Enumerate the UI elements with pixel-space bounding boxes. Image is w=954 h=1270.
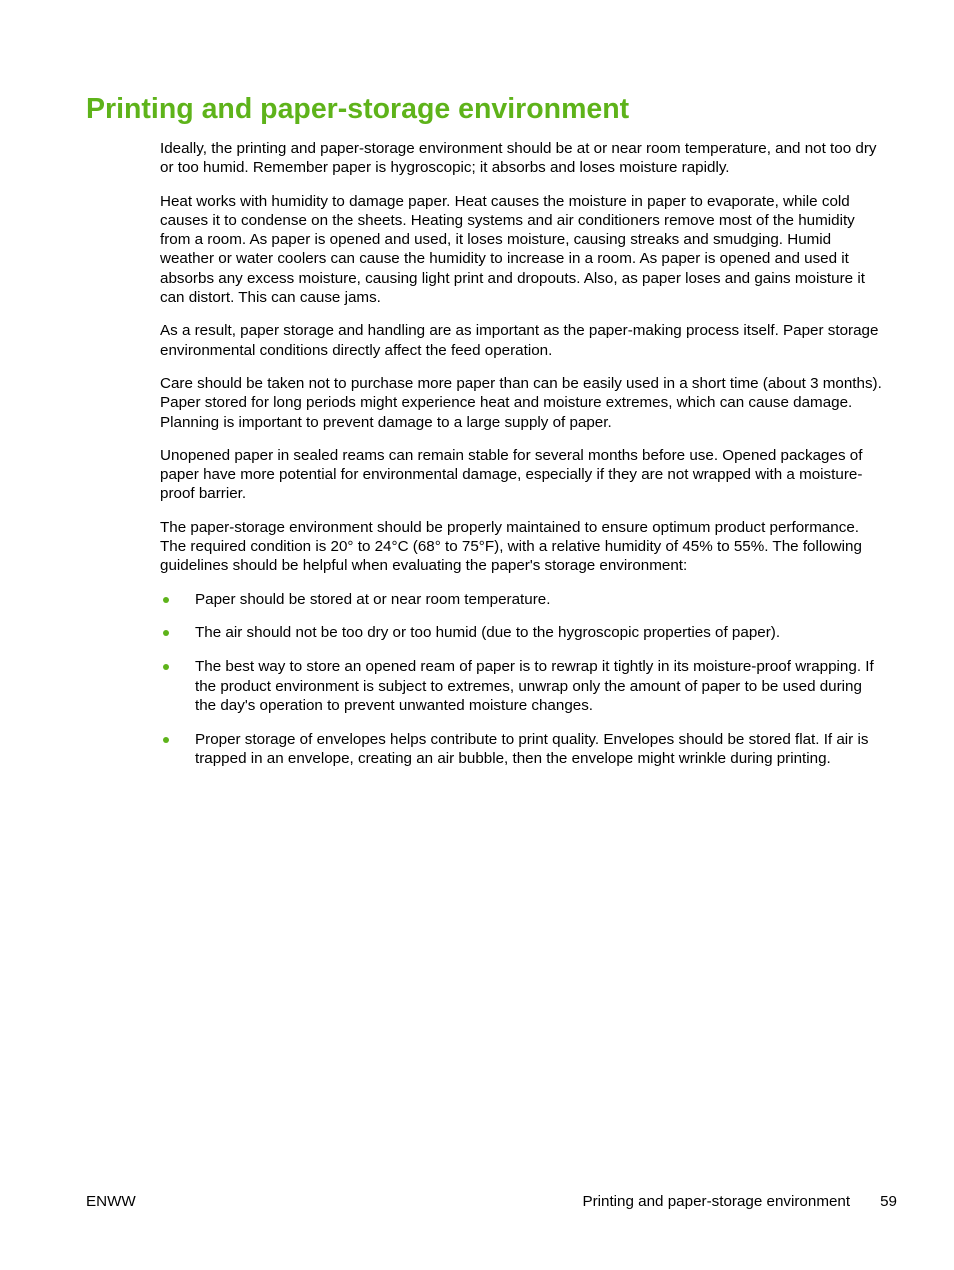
bullet-dot-icon — [163, 737, 169, 743]
paragraph-purchase: Care should be taken not to purchase more paper than can be easily used in a short time (about 3 months). Paper stored for long periods might experience heat and moisture extremes, which can cause damage. Planning is important to prevent damage to a large supply of paper. — [160, 374, 882, 431]
page-title: Printing and paper-storage environment — [86, 93, 630, 125]
paragraph-intro: Ideally, the printing and paper-storage environment should be at or near room temperature, and not too dry or too humid. Remember paper is hygroscopic; it absorbs and loses moisture rapidly. — [160, 140, 877, 177]
bullet-dot-icon — [163, 630, 169, 636]
list-item — [160, 730, 886, 769]
paragraph-storage-handling: As a result, paper storage and handling are as important as the paper-making process itself. Paper storage environmental conditions directly affect the feed operation. — [160, 322, 879, 359]
list-item-text: The best way to store an opened ream of paper is to rewrap it tightly in its moisture-proof wrapping. If the product environment is subject to extremes, unwrap only the amount of paper to be used during the day's operation to prevent unwanted moisture changes. — [195, 658, 874, 714]
list-item-text: The air should not be too dry or too humid (due to the hygroscopic properties of paper). — [195, 624, 781, 642]
paragraph-unopened-paper: Unopened paper in sealed reams can remain stable for several months before use. Opened packages of paper have more potential for environmental damage, especially if they are not wrapped with a moisture-proof barrier. — [160, 446, 863, 503]
bullet-dot-icon — [163, 597, 169, 603]
bullet-dot-icon — [163, 664, 169, 670]
paragraph-heat-humidity: Heat works with humidity to damage paper. Heat causes the moisture in paper to evaporate, while cold causes it to condense on the sheets. Heating systems and air conditioners remove most of the humidity from a room. As paper is opened and used, it loses moisture, causing streaks and smudging. Humid weather or water coolers can cause the humidity to increase in a room. As paper is opened and used it absorbs any excess moisture, causing light print and dropouts. Also, as paper loses and gains moisture it can distort. This can cause jams. — [160, 192, 865, 307]
list-item — [160, 657, 886, 715]
guidelines-list — [160, 590, 886, 769]
paragraph-required-condition: The paper-storage environment should be properly maintained to ensure optimum product performance. The required condition is 20° to 24°C (68° to 75°F), with a relative humidity of 45% to 55%. The following guidelines should be helpful when evaluating the paper's storage environment: — [160, 518, 862, 575]
page-number: 59 — [880, 1193, 897, 1210]
list-item — [160, 590, 886, 609]
footer-section-title: Printing and paper-storage environment — [582, 1193, 851, 1210]
list-item-text: Proper storage of envelopes helps contribute to print quality. Envelopes should be stored flat. If air is trapped in an envelope, creating an air bubble, then the envelope might wrinkle during printing. — [195, 730, 869, 767]
body-content — [160, 139, 886, 783]
list-item-text: Paper should be stored at or near room temperature. — [195, 590, 551, 608]
footer-right — [582, 1192, 897, 1212]
footer-left-label: ENWW — [86, 1193, 136, 1210]
list-item — [160, 623, 886, 642]
